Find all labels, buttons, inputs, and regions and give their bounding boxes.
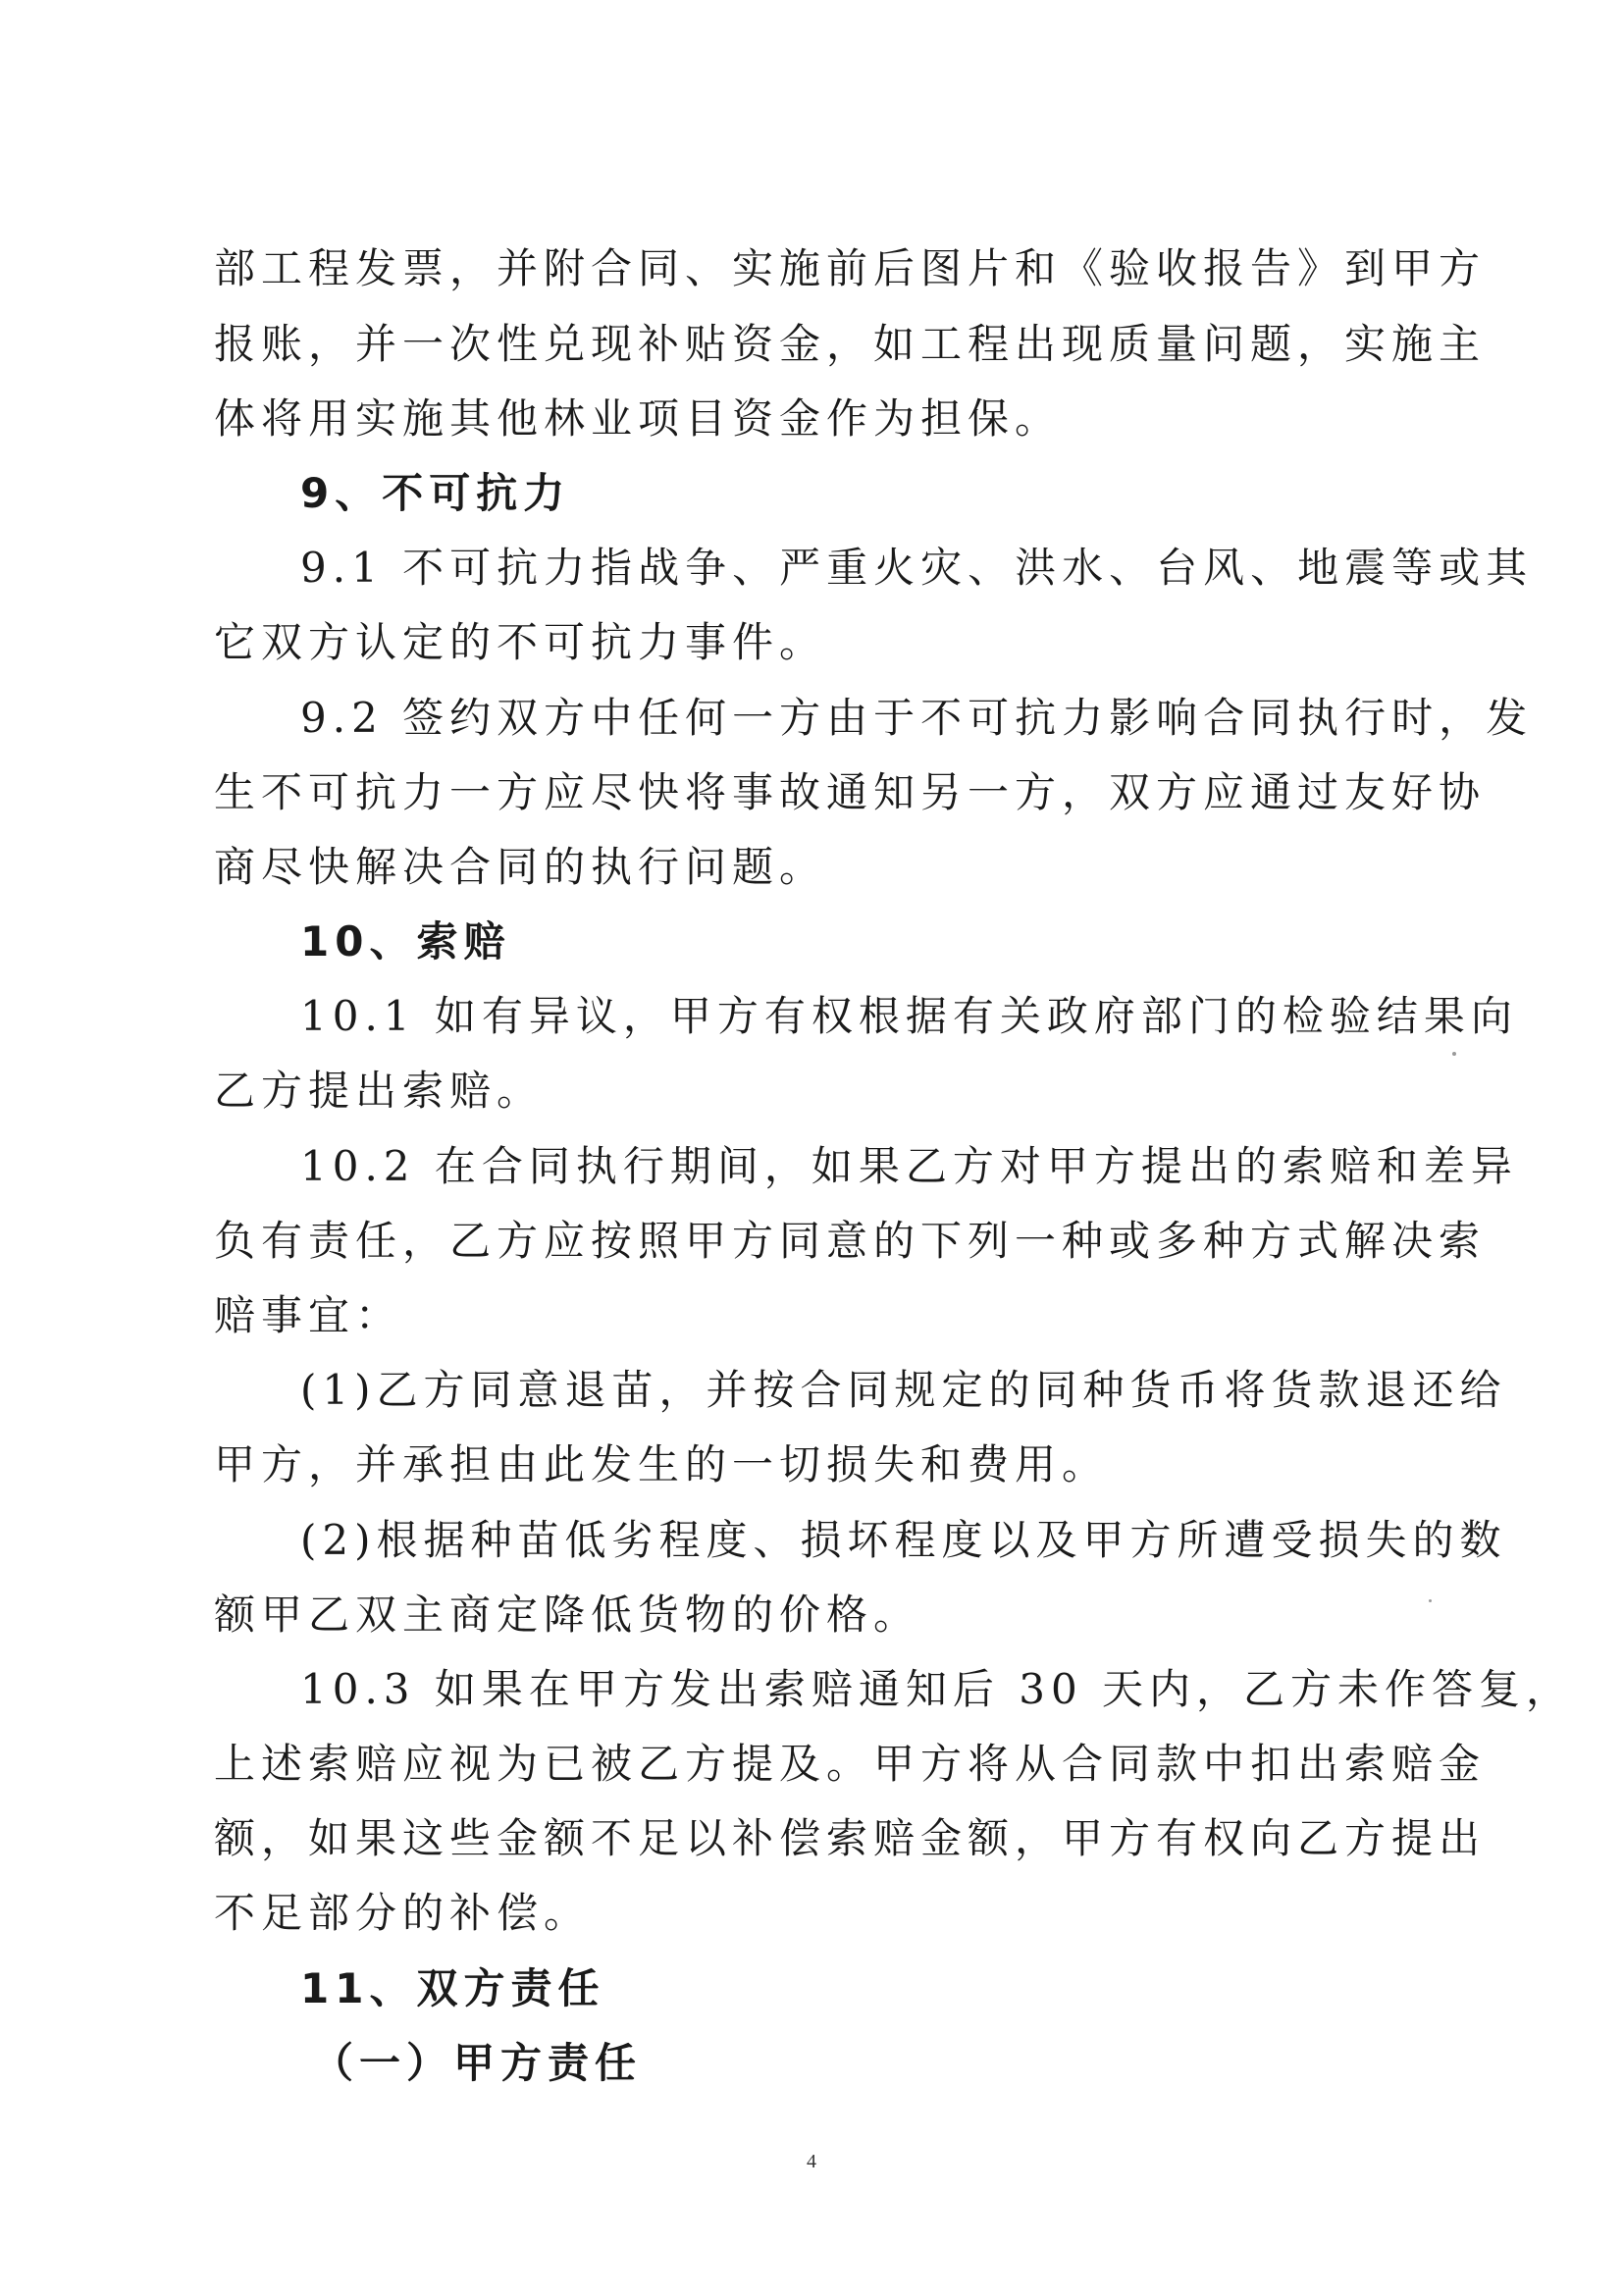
section-heading-claims: 10、索赔 [300,917,511,965]
text-line: 10.1 如有异议，甲方有权根据有关政府部门的检验结果向 [300,992,1518,1040]
text-line: 9.2 签约双方中任何一方由于不可抗力影响合同执行时，发 [300,694,1534,742]
text-line: 10.2 在合同执行期间，如果乙方对甲方提出的索赔和差异 [300,1142,1518,1190]
text-line: 9.1 不可抗力指战争、严重火灾、洪水、台风、地震等或其 [300,544,1534,592]
text-line: 部工程发票，并附合同、实施前后图片和《验收报告》到甲方 [214,244,1487,292]
scan-speck [1429,1599,1432,1602]
section-heading-force-majeure: 9、不可抗力 [300,469,571,517]
text-line: 生不可抗力一方应尽快将事故通知另一方，双方应通过友好协 [214,768,1487,816]
scan-speck [1452,1052,1456,1056]
text-line: 额，如果这些金额不足以补偿索赔金额，甲方有权向乙方提出 [214,1814,1487,1862]
text-line: 甲方，并承担由此发生的一切损失和费用。 [214,1440,1110,1488]
text-line: 负有责任，乙方应按照甲方同意的下列一种或多种方式解决索 [214,1217,1487,1265]
text-line: (2)根据种苗低劣程度、损坏程度以及甲方所遭受损失的数 [300,1516,1507,1564]
section-heading-responsibilities: 11、双方责任 [300,1964,605,2012]
text-line: 赔事宜： [214,1291,403,1339]
text-line: 它双方认定的不可抗力事件。 [214,618,827,666]
text-line: 乙方提出索赔。 [214,1067,545,1115]
text-line: 商尽快解决合同的执行问题。 [214,843,827,891]
text-line: (1)乙方同意退苗，并按合同规定的同种货币将货款退还给 [300,1366,1507,1414]
text-line: 10.3 如果在甲方发出索赔通知后 30 天内，乙方未作答复， [300,1665,1574,1713]
text-line: 不足部分的补偿。 [214,1889,592,1937]
page-number: 4 [807,2151,816,2172]
subsection-heading-party-a: （一）甲方责任 [312,2039,643,2087]
text-line: 上述索赔应视为已被乙方提及。甲方将从合同款中扣出索赔金 [214,1740,1487,1788]
text-line: 体将用实施其他林业项目资金作为担保。 [214,394,1063,443]
text-line: 报账，并一次性兑现补贴资金，如工程出现质量问题，实施主 [214,320,1487,368]
text-line: 额甲乙双主商定降低货物的价格。 [214,1591,921,1639]
